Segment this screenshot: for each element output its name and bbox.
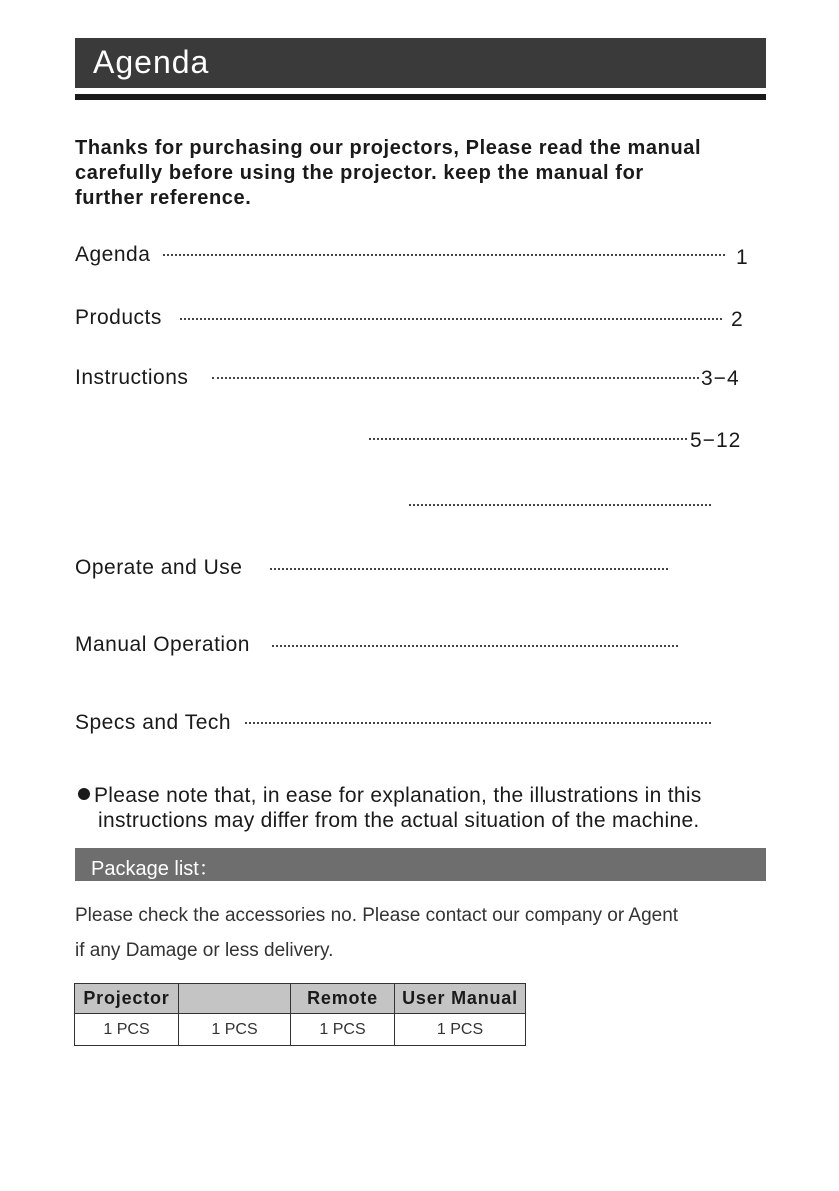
- intro-text: [75, 136, 775, 211]
- toc-label-operate: Operate and Use: [75, 556, 243, 579]
- intro-line-2: carefully before using the projector. keep the manual for: [75, 162, 644, 184]
- table-cell: 1 PCS: [291, 1014, 395, 1046]
- note-line-2: instructions may differ from the actual situation of the machine.: [98, 809, 700, 832]
- toc-leader: [409, 504, 711, 506]
- bullet-icon: [78, 788, 90, 800]
- toc-leader: [212, 377, 699, 379]
- package-table: [74, 983, 526, 1046]
- package-list-title: Package list：: [91, 858, 219, 880]
- table-cell: 1 PCS: [179, 1014, 291, 1046]
- toc-leader: [272, 645, 678, 647]
- toc-label-instructions: Instructions: [75, 366, 189, 389]
- toc-page-4: 5−12: [690, 429, 742, 452]
- package-list-header: [75, 848, 766, 881]
- toc-leader: [245, 722, 711, 724]
- toc-label-manual: Manual Operation: [75, 633, 250, 656]
- table-header-cell: User Manual: [395, 984, 526, 1014]
- toc-label-specs: Specs and Tech: [75, 711, 232, 734]
- package-instructions: [75, 898, 775, 968]
- illustration-note: [78, 783, 778, 833]
- toc-page-agenda: 1: [736, 246, 749, 269]
- table-cell: 1 PCS: [75, 1014, 179, 1046]
- intro-line-1: Thanks for purchasing our projectors, Please read the manual: [75, 137, 702, 159]
- toc-label-agenda: Agenda: [75, 243, 151, 266]
- table-header-cell: [179, 984, 291, 1014]
- toc-leader: [369, 438, 687, 440]
- page-title: Agenda: [93, 44, 210, 80]
- toc-leader: [270, 568, 668, 570]
- toc-label-products: Products: [75, 306, 162, 329]
- toc-leader: [180, 318, 722, 320]
- package-table-row: [75, 1014, 526, 1046]
- table-header-cell: Remote: [291, 984, 395, 1014]
- note-line-1: Please note that, in ease for explanation, the illustrations in this: [94, 784, 702, 807]
- table-cell: 1 PCS: [395, 1014, 526, 1046]
- intro-line-3: further reference.: [75, 187, 252, 209]
- toc-leader: [163, 254, 725, 256]
- package-table-header-row: [75, 984, 526, 1014]
- toc-page-products: 2: [731, 308, 744, 331]
- package-text-line-2: if any Damage or less delivery.: [75, 940, 334, 961]
- page-header: [75, 38, 766, 94]
- package-text-line-1: Please check the accessories no. Please contact our company or Agent: [75, 905, 679, 926]
- toc-page-instructions: 3−4: [701, 367, 740, 390]
- table-header-cell: Projector: [75, 984, 179, 1014]
